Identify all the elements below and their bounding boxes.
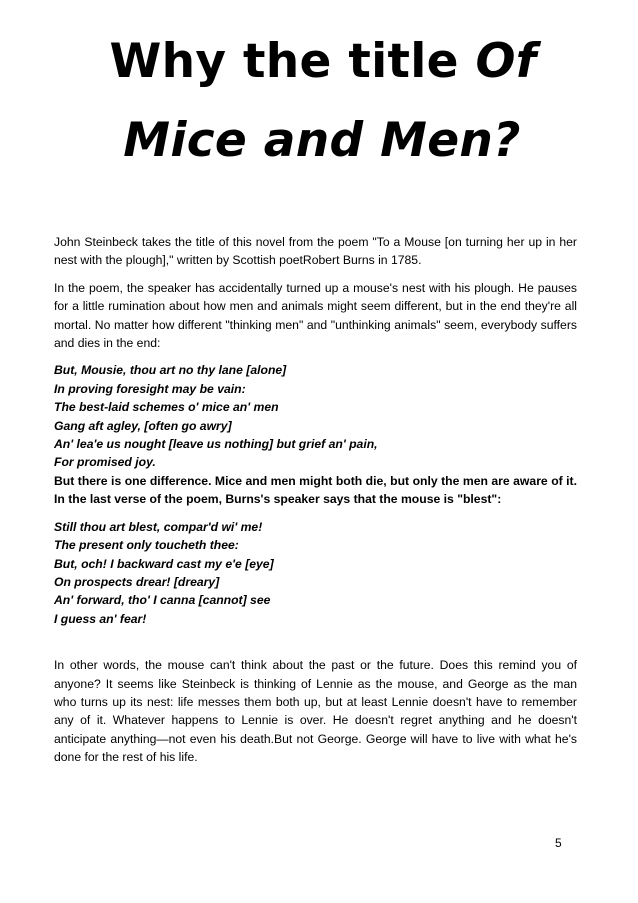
title-line-1 — [0, 36, 638, 88]
verse-line: Gang aft agley, [often go awry] — [54, 418, 232, 433]
verse-line: But, Mousie, thou art no thy lane [alone] — [54, 363, 287, 378]
spacer — [54, 628, 577, 656]
verse-line: I guess an' fear! — [54, 611, 147, 626]
title-line-2 — [0, 115, 638, 167]
verse-line: In proving foresight may be vain: — [54, 381, 246, 396]
verse-line: On prospects drear! [dreary] — [54, 574, 220, 589]
difference-paragraph: But there is one difference. Mice and men might both die, but only the men are aware of it. In the last verse of the poem, Burns's speaker says that the mouse is "blest": — [54, 473, 577, 507]
verse-line: Still thou art blest, compar'd wi' me! — [54, 519, 263, 534]
poem-context-paragraph: In the poem, the speaker has accidentally turned up a mouse's nest with his plough. He pauses for a little rumination about how men and animals might seem different, but in the end they're all mortal. No matter how different "thinking men" and "unthinking animals" seem, everybody suffers and dies in the end: — [54, 280, 577, 351]
page-title — [0, 36, 638, 194]
verse-line: But, och! I backward cast my e'e [eye] — [54, 556, 274, 571]
title-line-1-text: Why the title — [109, 34, 476, 89]
verse-line: For promised joy. — [54, 455, 156, 470]
title-line-2-italic: Mice and Men? — [123, 113, 521, 168]
verse-line: An' lea'e us nought [leave us nothing] but grief an' pain, — [54, 437, 378, 452]
verse-block-2 — [54, 518, 577, 628]
conclusion-paragraph: In other words, the mouse can't think about the past or the future. Does this remind you of anyone? It seems like Steinbeck is thinking of Lennie as the mouse, and George as the man who turns up its nest: life messes them both up, but at least Lennie doesn't have to remember any of it. Whatever happens to Lennie is over. He doesn't regret anything and he doesn't anticipate anything—not even his death.But not George. George will have to live with what he's done for the rest of his life. — [54, 658, 577, 765]
document-body — [54, 233, 577, 776]
verse-line: An' forward, tho' I canna [cannot] see — [54, 593, 271, 608]
verse-block-1 — [54, 361, 577, 471]
intro-paragraph: John Steinbeck takes the title of this novel from the poem "To a Mouse [on turning her up in her nest with the plough]," written by Scottish poetRobert Burns in 1785. — [54, 235, 577, 268]
page-number: 5 — [555, 836, 562, 850]
verse-line: The present only toucheth thee: — [54, 538, 239, 553]
title-line-1-italic: Of — [475, 34, 537, 89]
verse-line: The best-laid schemes o' mice an' men — [54, 400, 279, 415]
